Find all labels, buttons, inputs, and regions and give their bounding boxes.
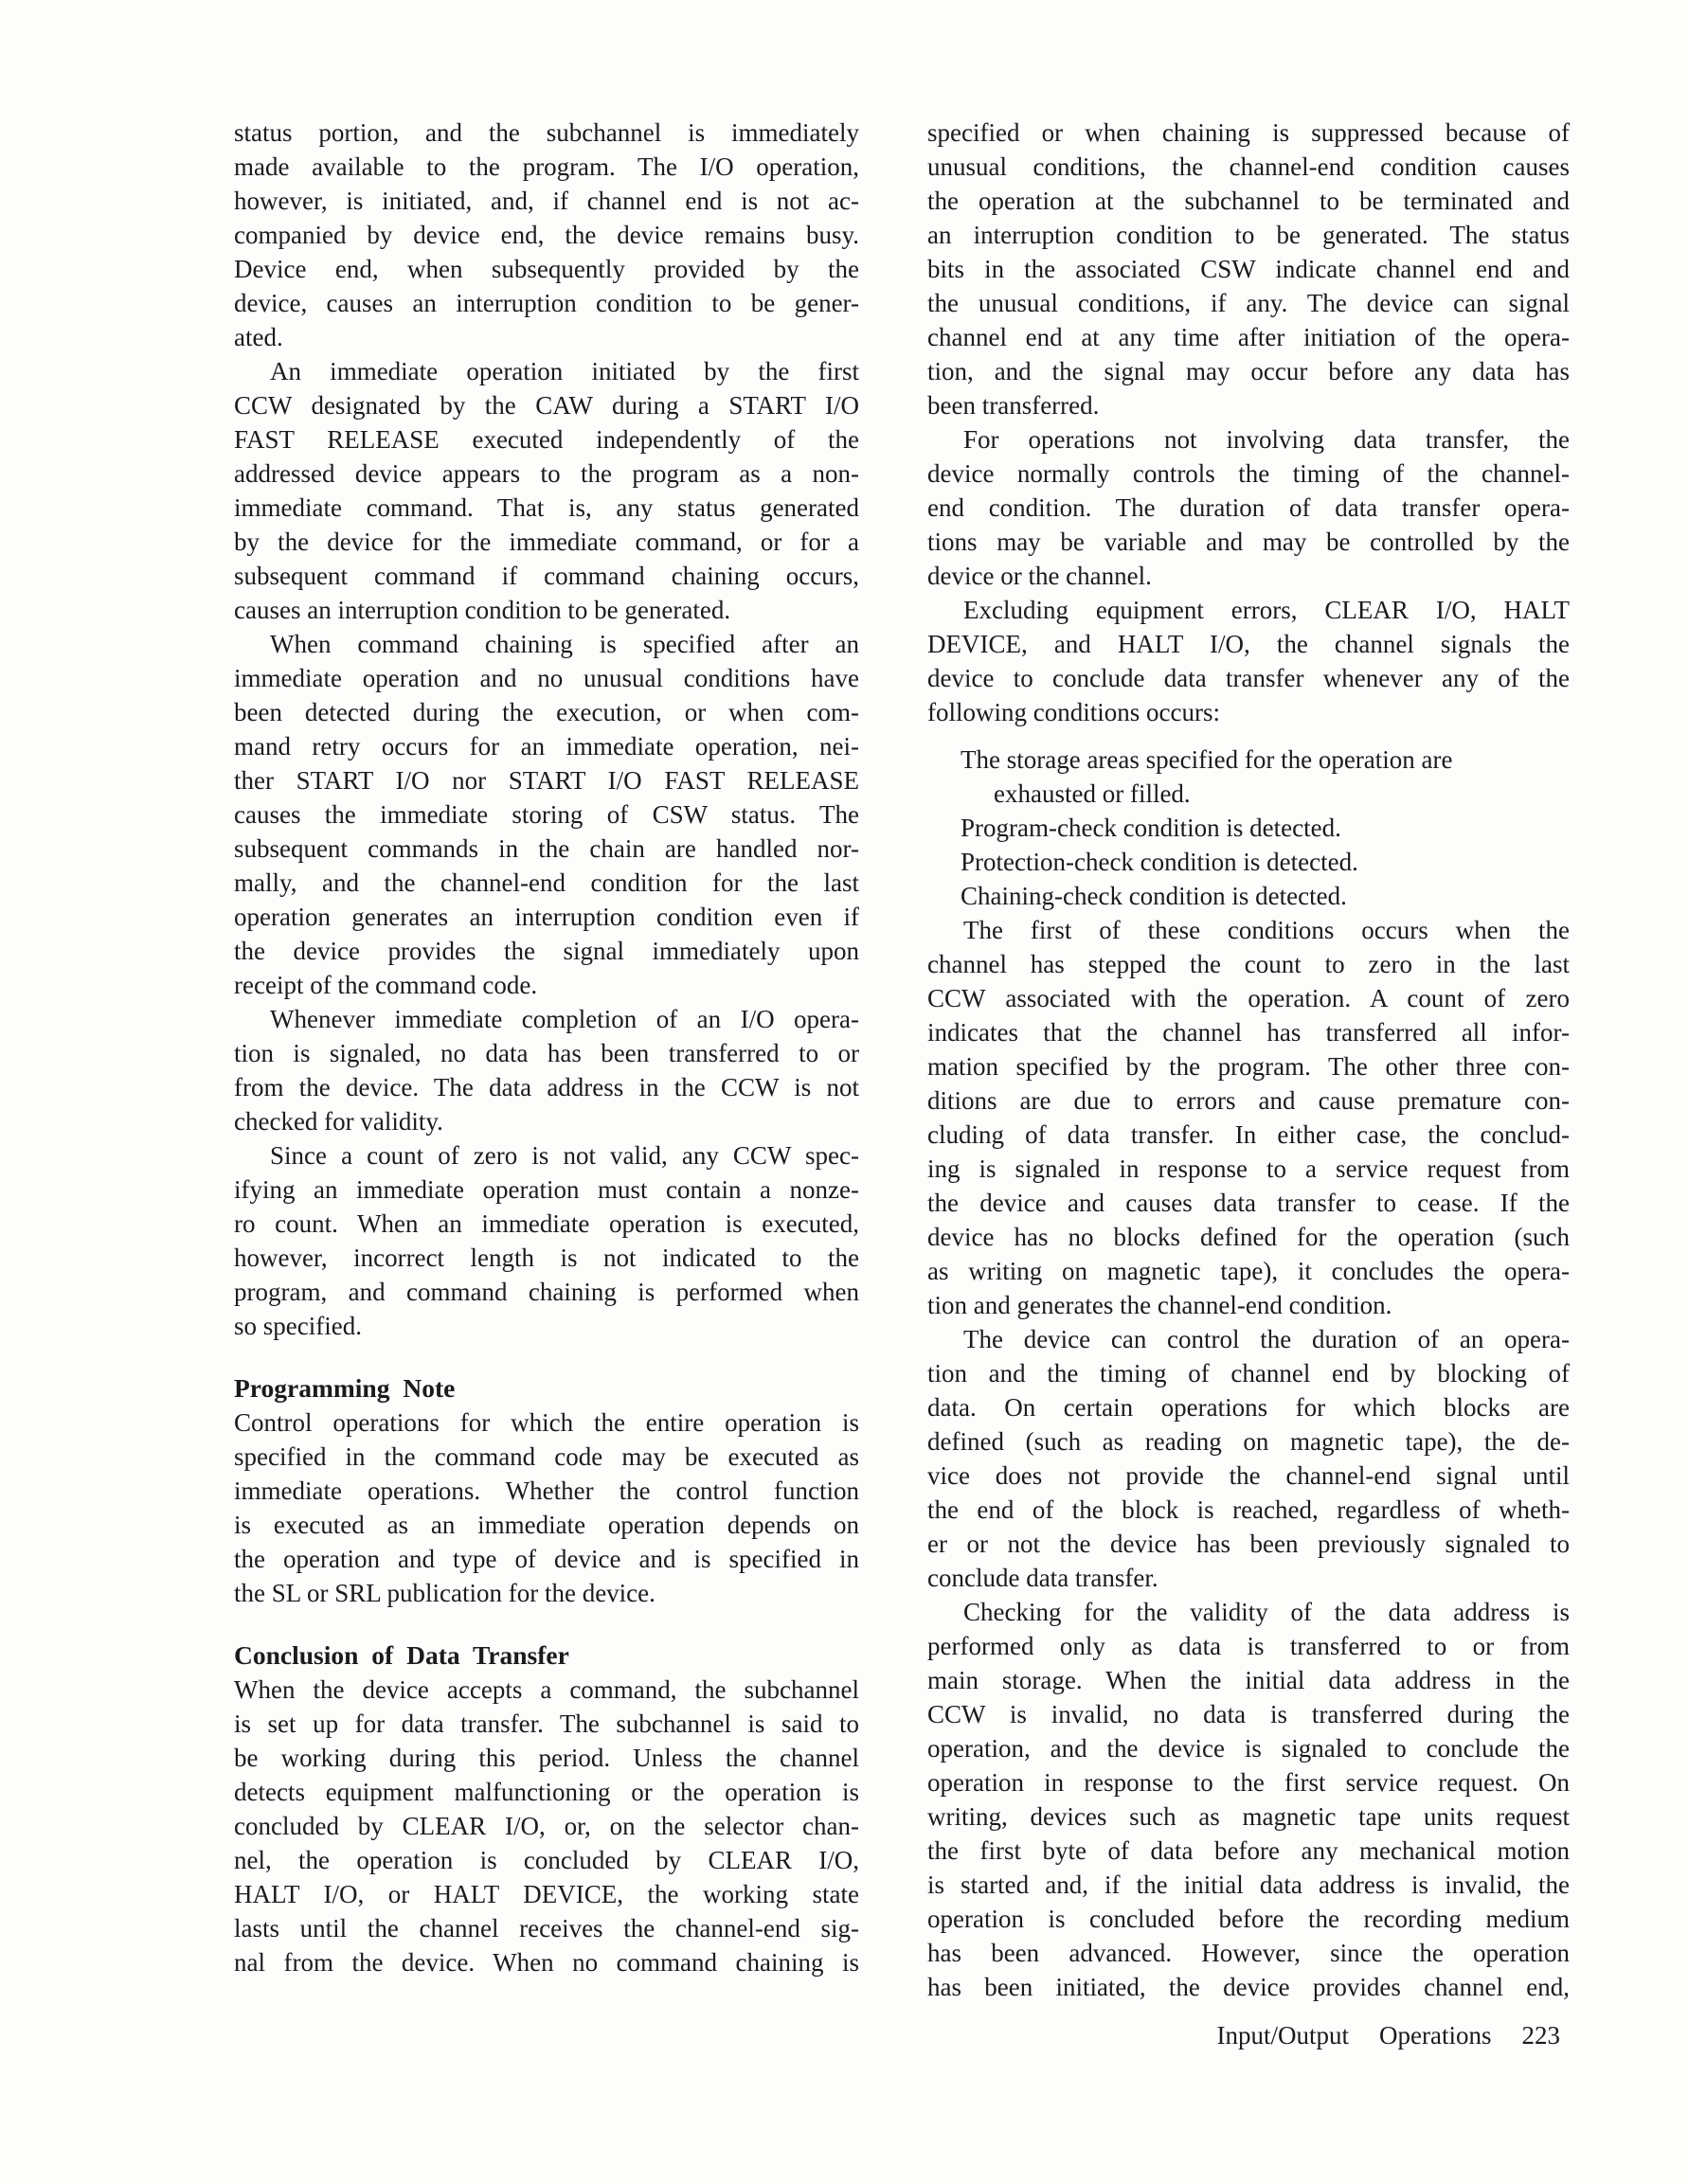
footer-chapter: Operations	[1379, 2021, 1492, 2050]
text-line: defined (such as reading on magnetic tape), the de-	[927, 1427, 1570, 1456]
text-line: main storage. When the initial data address in the	[927, 1666, 1570, 1694]
text-line: made available to the program. The I/O operation,	[234, 152, 859, 181]
text-line: the unusual conditions, if any. The device can signal	[927, 289, 1570, 317]
text-line: CCW associated with the operation. A count of zero	[927, 984, 1570, 1012]
text-line: ro count. When an immediate operation is executed,	[234, 1209, 859, 1238]
text-line: An immediate operation initiated by the first	[270, 357, 859, 385]
text-line: is set up for data transfer. The subchannel is said to	[234, 1710, 859, 1738]
text-line: the SL or SRL publication for the device.	[234, 1579, 655, 1607]
text-line: Whenever immediate completion of an I/O opera-	[270, 1005, 859, 1033]
text-line: from the device. The data address in the CCW is not	[234, 1073, 859, 1101]
text-line: so specified.	[234, 1312, 362, 1340]
text-line: operation in response to the first service request. On	[927, 1768, 1570, 1797]
text-line: immediate operation and no unusual conditions have	[234, 664, 859, 692]
text-line: data. On certain operations for which blocks are	[927, 1393, 1570, 1422]
text-line: ifying an immediate operation must contain a nonze-	[234, 1175, 859, 1204]
text-line: writing, devices such as magnetic tape units request	[927, 1802, 1570, 1831]
text-line: the operation and type of device and is specified in	[234, 1545, 859, 1573]
text-line: causes an interruption condition to be generated.	[234, 596, 731, 624]
text-line: ing is signaled in response to a service request from	[927, 1155, 1570, 1183]
text-line: immediate command. That is, any status generated	[234, 493, 859, 522]
text-line: receipt of the command code.	[234, 971, 538, 999]
text-line: Control operations for which the entire operation is	[234, 1408, 859, 1437]
text-line: channel has stepped the count to zero in the last	[927, 950, 1570, 978]
text-line: conclude data transfer.	[927, 1564, 1158, 1592]
text-line: the first byte of data before any mechanical motion	[927, 1836, 1570, 1865]
section-heading: Conclusion of Data Transfer	[234, 1640, 569, 1670]
text-line: HALT I/O, or HALT DEVICE, the working state	[234, 1880, 859, 1908]
text-line: vice does not provide the channel-end signal until	[927, 1461, 1570, 1490]
text-line: ated.	[234, 323, 283, 351]
condition-list	[927, 743, 1570, 913]
text-line: as writing on magnetic tape), it concludes the opera-	[927, 1257, 1570, 1285]
text-line: CCW designated by the CAW during a START I/O	[234, 391, 859, 420]
text-line: causes the immediate storing of CSW status. The	[234, 800, 859, 829]
text-line: status portion, and the subchannel is immediately	[234, 118, 859, 147]
text-line: er or not the device has been previously signaled to	[927, 1530, 1570, 1558]
text-line: mation specified by the program. The other three con-	[927, 1052, 1570, 1081]
text-line: FAST RELEASE executed independently of the	[234, 425, 859, 454]
text-line: operation is concluded before the recording medium	[927, 1905, 1570, 1933]
text-line: operation, and the device is signaled to conclude the	[927, 1734, 1570, 1763]
text-line: the operation at the subchannel to be terminated and	[927, 187, 1570, 215]
text-line: device, causes an interruption condition to be gener-	[234, 289, 859, 317]
text-line: For operations not involving data transfer, the	[963, 425, 1570, 454]
text-line: ther START I/O nor START I/O FAST RELEASE	[234, 766, 859, 795]
footer-page-number: 223	[1521, 2021, 1560, 2050]
text-line: checked for validity.	[234, 1107, 443, 1136]
text-line: Excluding equipment errors, CLEAR I/O, HALT	[963, 596, 1570, 624]
text-line: by the device for the immediate command, or for a	[234, 528, 859, 556]
page-footer	[1217, 2019, 1560, 2051]
text-line: however, incorrect length is not indicated to the	[234, 1244, 859, 1272]
list-item-line: Protection-check condition is detected.	[961, 848, 1358, 876]
text-line: nal from the device. When no command chaining is	[234, 1948, 859, 1977]
text-line: unusual conditions, the channel-end condition causes	[927, 152, 1570, 181]
text-line: Since a count of zero is not valid, any CCW spec-	[270, 1141, 859, 1170]
text-line: detects equipment malfunctioning or the operation is	[234, 1778, 859, 1806]
text-line: concluded by CLEAR I/O, or, on the selector chan-	[234, 1812, 859, 1840]
text-line: specified in the command code may be executed as	[234, 1442, 859, 1471]
text-line: mand retry occurs for an immediate operation, nei-	[234, 732, 859, 761]
section-heading: Programming Note	[234, 1373, 456, 1403]
text-line: device to conclude data transfer whenever any of the	[927, 664, 1570, 692]
text-line: ditions are due to errors and cause premature con-	[927, 1086, 1570, 1115]
right-column	[927, 116, 1570, 2004]
text-line: device has no blocks defined for the operation (such	[927, 1223, 1570, 1251]
text-line: tions may be variable and may be controlled by the	[927, 528, 1570, 556]
text-line: Device end, when subsequently provided by the	[234, 255, 859, 283]
text-line: an interruption condition to be generated. The status	[927, 221, 1570, 249]
text-line: lasts until the channel receives the channel-end sig-	[234, 1914, 859, 1942]
list-item-line: exhausted or filled.	[994, 779, 1191, 808]
text-line: end condition. The duration of data transfer opera-	[927, 493, 1570, 522]
text-line: be working during this period. Unless the channel	[234, 1744, 859, 1772]
text-line: CCW is invalid, no data is transferred during the	[927, 1700, 1570, 1728]
text-line: channel end at any time after initiation of the opera-	[927, 323, 1570, 351]
text-line: has been initiated, the device provides channel end,	[927, 1973, 1570, 2001]
text-line: tion is signaled, no data has been transferred to or	[234, 1039, 859, 1067]
text-line: tion, and the signal may occur before any data has	[927, 357, 1570, 385]
text-line: the end of the block is reached, regardless of wheth-	[927, 1495, 1570, 1524]
text-line: bits in the associated CSW indicate channel end and	[927, 255, 1570, 283]
text-line: performed only as data is transferred to or from	[927, 1632, 1570, 1660]
text-line: cluding of data transfer. In either case, the conclud-	[927, 1120, 1570, 1149]
footer-section: Input/Output	[1216, 2021, 1350, 2050]
text-line: immediate operations. Whether the control function	[234, 1477, 859, 1505]
text-line: device normally controls the timing of the channel-	[927, 459, 1570, 488]
text-line: however, is initiated, and, if channel end is not ac-	[234, 187, 859, 215]
list-item-line: The storage areas specified for the operation are	[961, 745, 1453, 774]
text-line: The device can control the duration of an opera-	[963, 1325, 1570, 1353]
text-line: subsequent commands in the chain are handled nor-	[234, 834, 859, 863]
left-column	[234, 116, 859, 1979]
list-item-line: Chaining-check condition is detected.	[961, 882, 1347, 910]
text-line: program, and command chaining is performed when	[234, 1278, 859, 1306]
text-line: specified or when chaining is suppressed because of	[927, 118, 1570, 147]
list-item-line: Program-check condition is detected.	[961, 814, 1341, 842]
text-line: following conditions occurs:	[927, 698, 1220, 726]
text-line: When command chaining is specified after an	[270, 630, 859, 658]
text-line: When the device accepts a command, the subchannel	[234, 1675, 859, 1704]
text-line: operation generates an interruption condition even if	[234, 903, 859, 931]
text-line: the device provides the signal immediately upon	[234, 937, 859, 965]
text-line: DEVICE, and HALT I/O, the channel signals the	[927, 630, 1570, 658]
text-line: addressed device appears to the program as a non-	[234, 459, 859, 488]
text-line: mally, and the channel-end condition for the last	[234, 868, 859, 897]
text-line: The first of these conditions occurs when the	[963, 916, 1570, 944]
text-line: Checking for the validity of the data address is	[963, 1598, 1570, 1626]
text-line: is executed as an immediate operation depends on	[234, 1511, 859, 1539]
text-line: tion and generates the channel-end condition.	[927, 1291, 1392, 1319]
text-line: subsequent command if command chaining occurs,	[234, 562, 859, 590]
text-line: is started and, if the initial data address is invalid, the	[927, 1871, 1570, 1899]
text-line: indicates that the channel has transferred all infor-	[927, 1018, 1570, 1047]
text-line: has been advanced. However, since the operation	[927, 1939, 1570, 1967]
text-line: been transferred.	[927, 391, 1100, 420]
text-line: been detected during the execution, or when com-	[234, 698, 859, 726]
text-line: tion and the timing of channel end by blocking of	[927, 1359, 1570, 1387]
text-line: device or the channel.	[927, 562, 1152, 590]
text-line: companied by device end, the device remains busy.	[234, 221, 859, 249]
text-line: the device and causes data transfer to cease. If the	[927, 1189, 1570, 1217]
text-line: nel, the operation is concluded by CLEAR I/O,	[234, 1846, 859, 1874]
